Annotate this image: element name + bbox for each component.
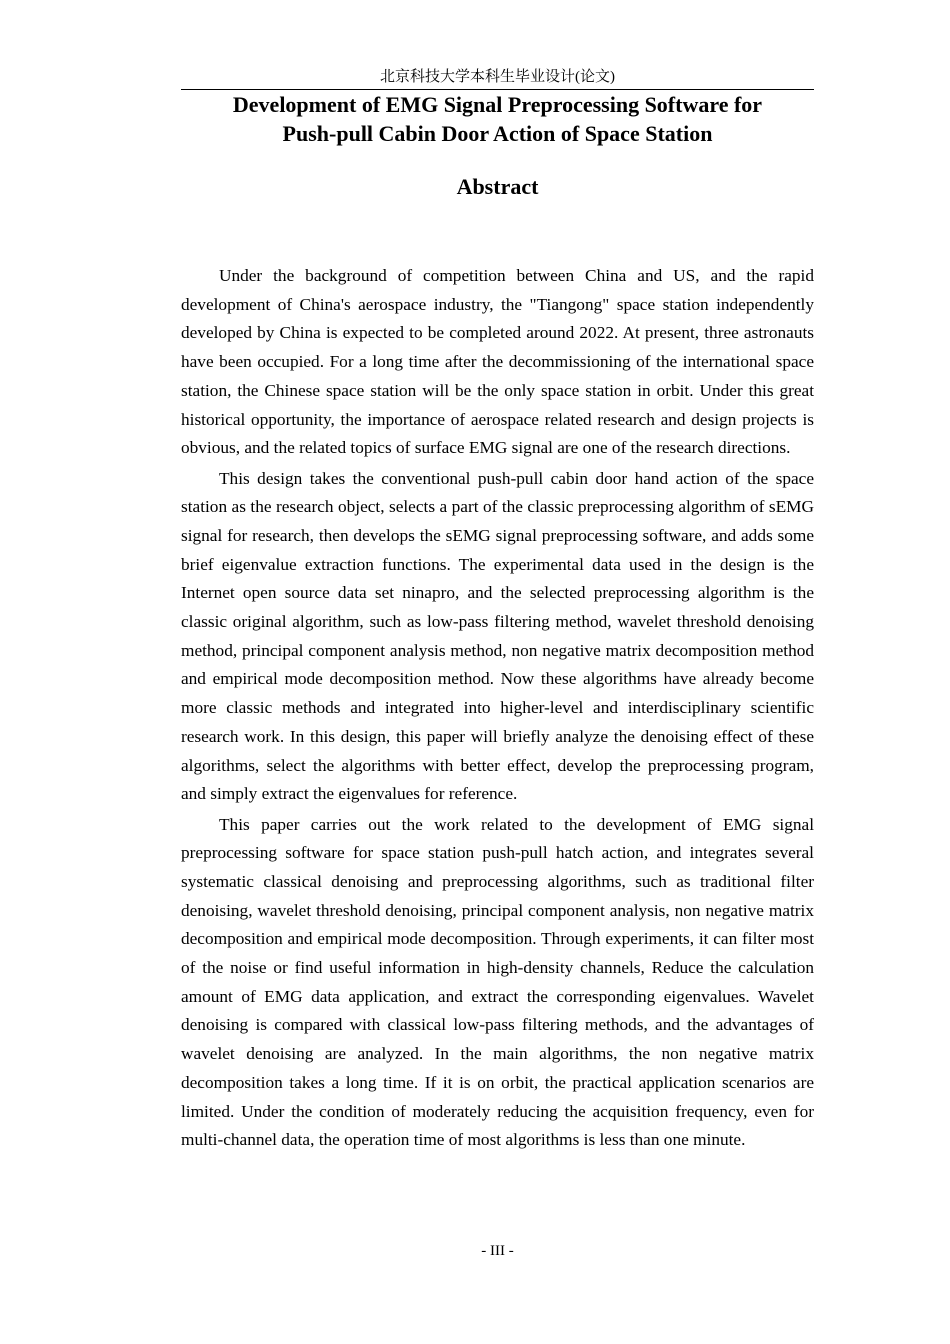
paper-title-line-2: Push-pull Cabin Door Action of Space Station <box>282 121 713 146</box>
running-header: 北京科技大学本科生毕业设计(论文) <box>380 69 615 85</box>
paper-title <box>181 90 814 148</box>
abstract-paragraph-1: Under the background of competition between China and US, and the rapid development of China's aerospace industry, the "Tiangong" space station independently developed by China is expected to be completed around 2022. At present, three astronauts have been occupied. For a long time after the decommissioning of the international space station, the Chinese space station will be the only space station in orbit. Under this great historical opportunity, the importance of aerospace related research and design projects is obvious, and the related topics of surface EMG signal are one of the research directions. <box>181 266 814 458</box>
abstract-paragraph-2: This design takes the conventional push-pull cabin door hand action of the space station as the research object, selects a part of the classic preprocessing algorithm of sEMG signal for research, then develops the sEMG signal preprocessing software, and adds some brief eigenvalue extraction functions. The experimental data used in the design is the Internet open source data set ninapro, and the selected preprocessing algorithm is the classic original algorithm, such as low-pass filtering method, wavelet threshold denoising method, principal component analysis method, non negative matrix decomposition method and empirical mode decomposition method. Now these algorithms have already become more classic methods and integrated into higher-level and interdisciplinary scientific research work. In this design, this paper will briefly analyze the denoising effect of these algorithms, select the algorithms with better effect, develop the preprocessing program, and simply extract the eigenvalues for reference. <box>181 468 814 804</box>
abstract-heading: Abstract <box>456 174 539 199</box>
page-number: - III - <box>481 1243 514 1259</box>
abstract-paragraph-3: This paper carries out the work related to the development of EMG signal preprocessing software for space station push-pull hatch action, and integrates several systematic classical denoising and preprocessing algorithms, such as traditional filter denoising, wavelet threshold denoising, principal component analysis, non negative matrix decomposition and empirical mode decomposition. Through experiments, it can filter most of the noise or find useful information in high-density channels, Reduce the calculation amount of EMG data application, and extract the corresponding eigenvalues. Wavelet denoising is compared with classical low-pass filtering methods, and the advantages of wavelet denoising are analyzed. In the main algorithms, the non negative matrix decomposition takes a long time. If it is on orbit, the practical application scenarios are limited. Under the condition of moderately reducing the acquisition frequency, even for multi-channel data, the operation time of most algorithms is less than one minute. <box>181 814 814 1150</box>
abstract-body <box>181 262 814 1157</box>
paper-title-line-1: Development of EMG Signal Preprocessing Software for <box>232 92 763 117</box>
